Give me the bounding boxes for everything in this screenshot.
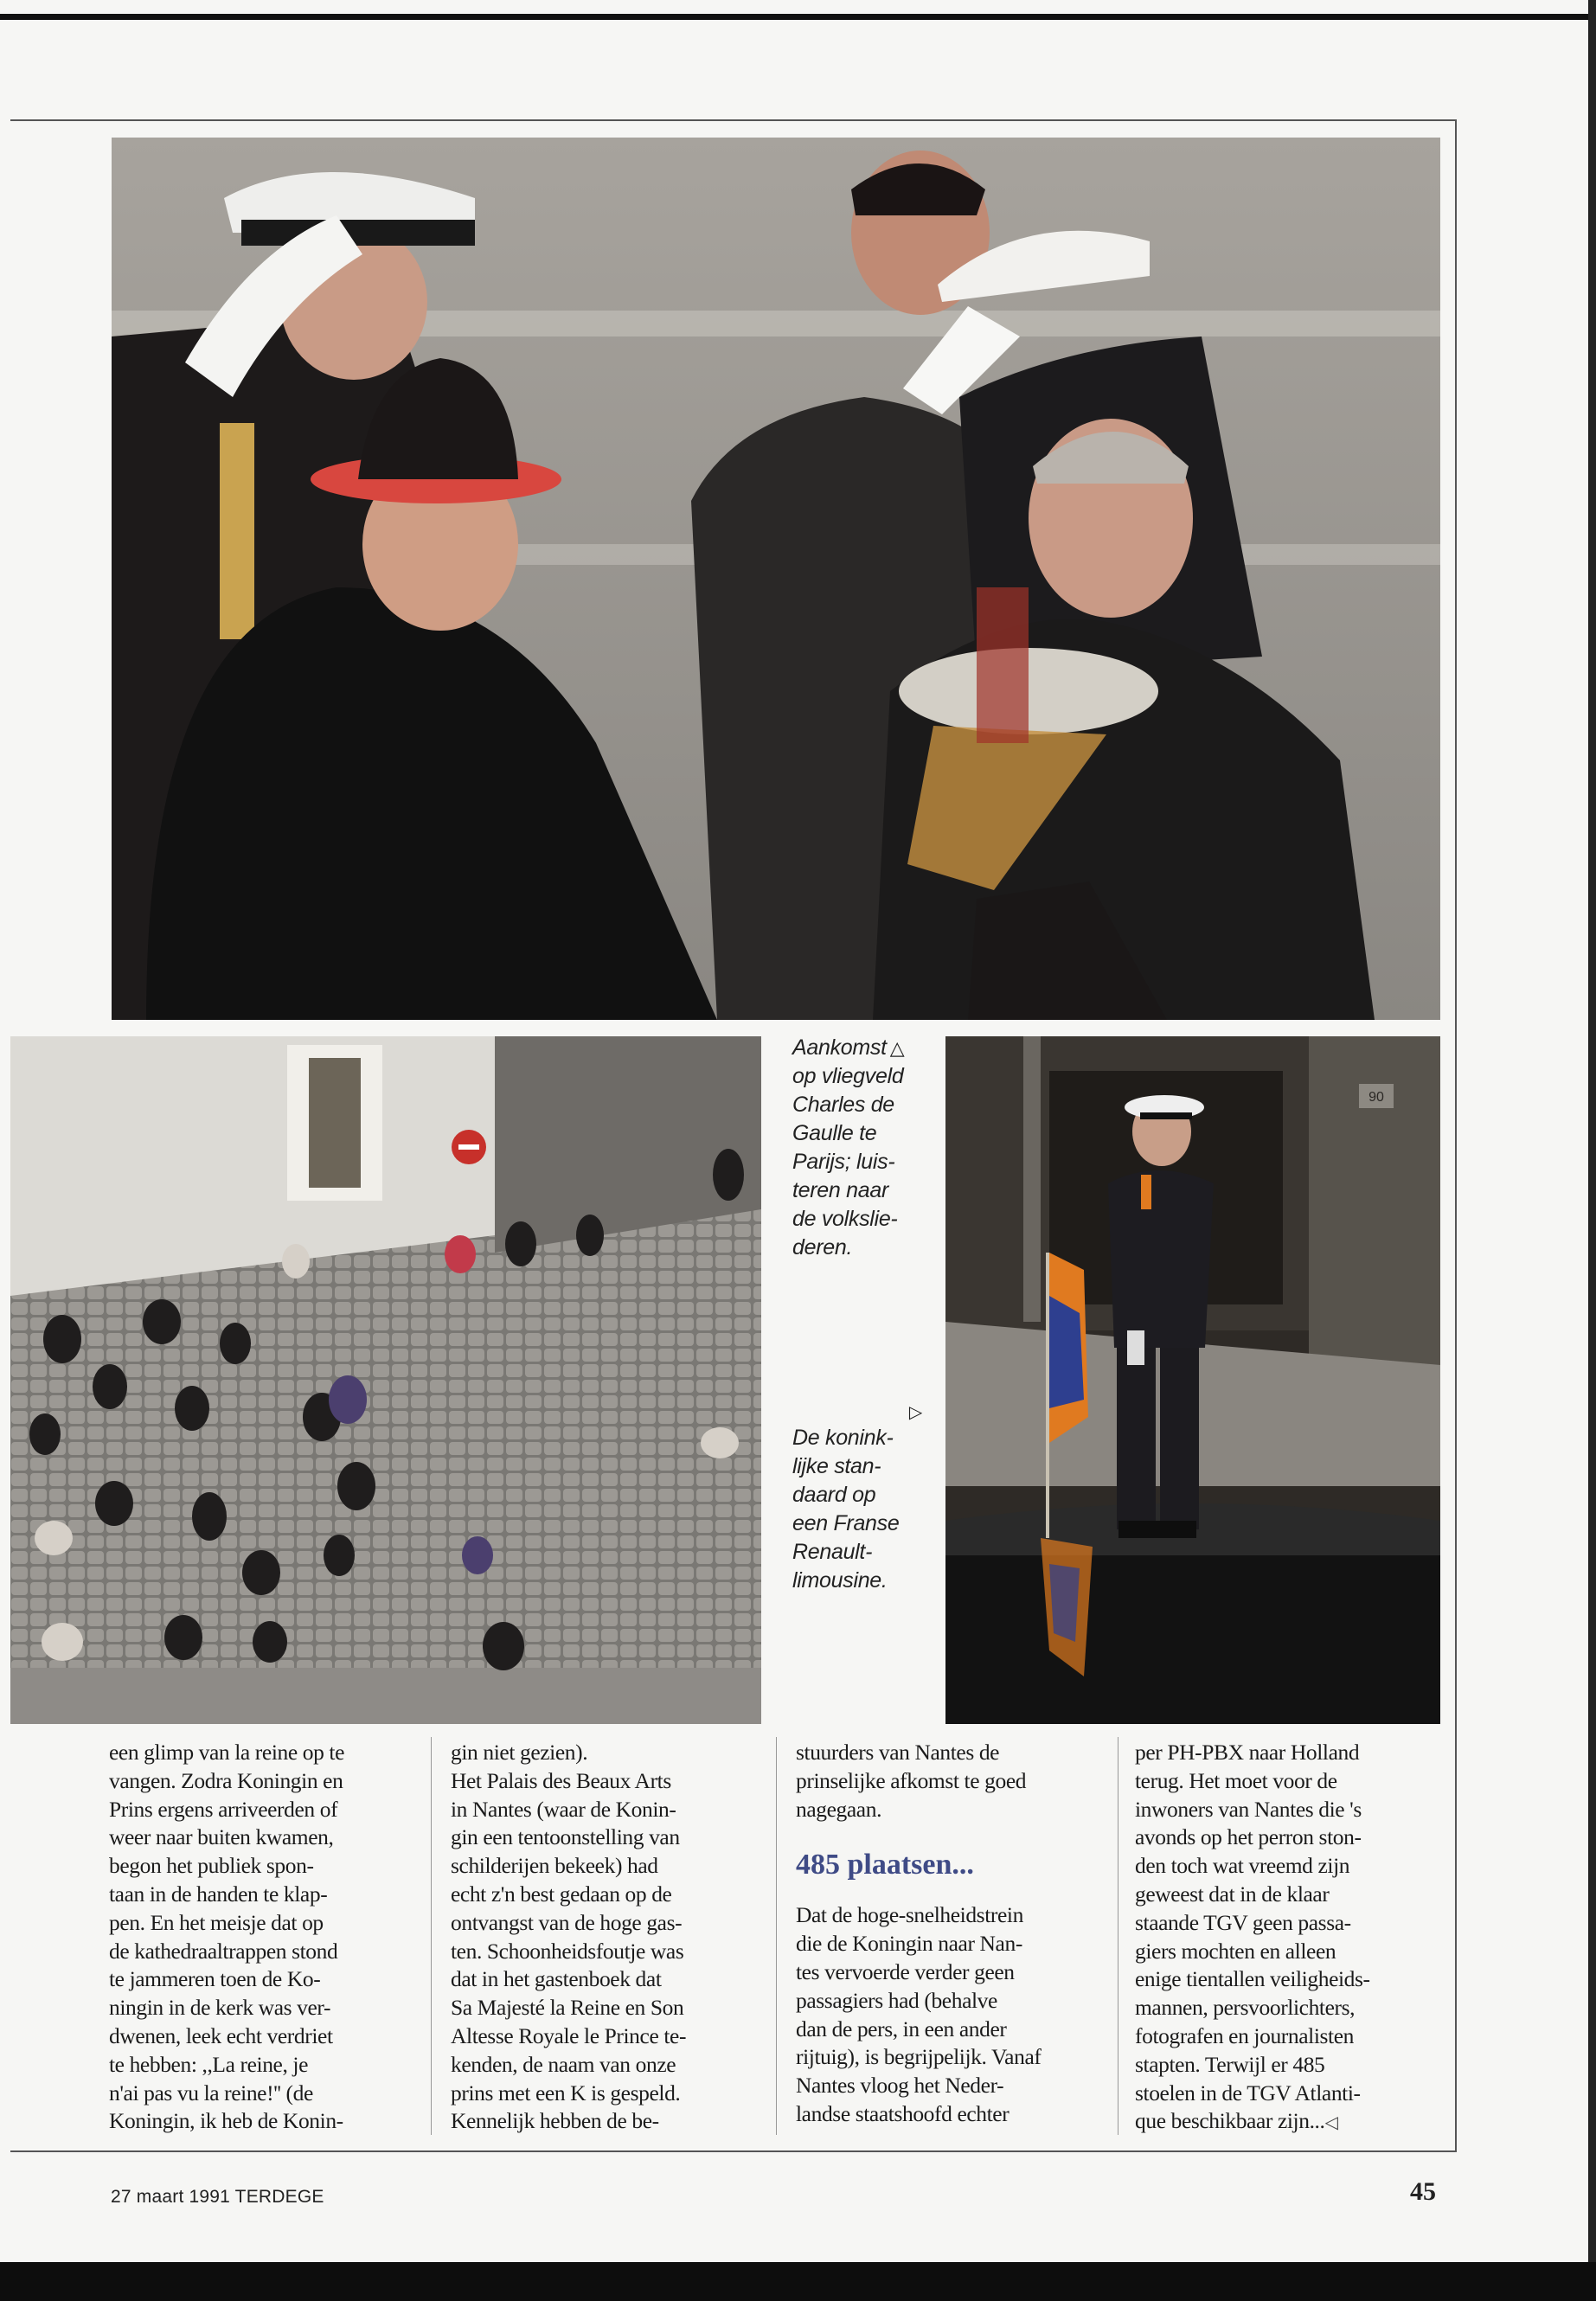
text-line: dan de pers, in een ander — [796, 2016, 1007, 2041]
text-line: begon het publiek spon- — [109, 1853, 314, 1879]
caption-line: daard op — [792, 1483, 876, 1507]
caption-line: op vliegveld — [792, 1064, 904, 1088]
house-number-label: 90 — [1368, 1090, 1384, 1105]
text-line: kenden, de naam van onze — [451, 2051, 676, 2077]
arrival-caption — [792, 1034, 939, 1262]
column-rule — [431, 1737, 432, 2135]
triangle-right-icon: ▷ — [908, 1403, 922, 1422]
caption-line: De konink- — [792, 1426, 894, 1450]
text-line: avonds op het perron ston- — [1135, 1824, 1362, 1850]
article-column-4 — [1135, 1739, 1442, 2137]
bottom-border — [0, 2262, 1596, 2301]
text-line: gin een tentoonstelling van — [451, 1824, 680, 1850]
text-line: staande TGV geen passa- — [1135, 1909, 1351, 1935]
frame-line-top — [10, 119, 1457, 121]
end-of-article-icon: ◁ — [1324, 2112, 1338, 2133]
text-line: dwenen, leek echt verdriet — [109, 2022, 333, 2048]
column-rule — [776, 1737, 777, 2135]
cobblestone-square-crowd-photo — [10, 1036, 761, 1724]
issue-footer: 27 maart 1991 TERDEGE — [111, 2187, 324, 2207]
text-line: mannen, persvoorlichters, — [1135, 1995, 1356, 2021]
text-line: geweest dat in de klaar — [1135, 1881, 1330, 1907]
caption-line: Aankomst — [792, 1035, 887, 1060]
caption-line: Renault- — [792, 1540, 873, 1564]
text-line: tes vervoerde verder geen — [796, 1958, 1015, 1984]
caption-line: een Franse — [792, 1511, 900, 1535]
guard-and-royal-standard-photo — [945, 1036, 1440, 1724]
caption-line: Gaulle te — [792, 1121, 877, 1145]
text-line: de kathedraaltrappen stond — [109, 1938, 338, 1964]
frame-line-right — [1455, 119, 1457, 2152]
caption-line: de volkslie- — [792, 1207, 898, 1231]
text-line: prinselijke afkomst te goed — [796, 1767, 1027, 1793]
frame-line-bottom — [10, 2150, 1457, 2152]
text-line — [1135, 2107, 1442, 2137]
text-line: passagiers had (behalve — [796, 1987, 997, 2013]
text-line: stoelen in de TGV Atlanti- — [1135, 2080, 1361, 2106]
article-column-3 — [796, 1739, 1103, 2129]
text-line: te hebben: ,,La reine, je — [109, 2051, 309, 2077]
top-border — [0, 14, 1596, 20]
triangle-up-icon: △ — [889, 1037, 905, 1059]
text-line: dat in het gastenboek dat — [451, 1966, 662, 1992]
text-line: pen. En het meisje dat op — [109, 1909, 324, 1935]
right-border — [1588, 0, 1596, 2301]
caption-line: lijke stan- — [792, 1454, 881, 1478]
article-column-2 — [451, 1739, 758, 2136]
text-line: stuurders van Nantes de — [796, 1740, 1000, 1765]
caption-line: limousine. — [792, 1568, 888, 1593]
article-column-1 — [109, 1739, 416, 2136]
text-line: te jammeren toen de Ko- — [109, 1966, 321, 1992]
text-line: Kennelijk hebben de be- — [451, 2108, 659, 2134]
text-line: stapten. Terwijl er 485 — [1135, 2051, 1325, 2077]
text-line: fotografen en journalisten — [1135, 2022, 1355, 2048]
caption-line: Parijs; luis- — [792, 1150, 895, 1174]
text-line: ningin in de kerk was ver- — [109, 1995, 331, 2021]
ceremony-salute-photo — [112, 138, 1440, 1020]
text-line: in Nantes (waar de Konin- — [451, 1796, 676, 1822]
page-number: 45 — [1410, 2177, 1436, 2206]
text-line: schilderijen bekeek) had — [451, 1853, 658, 1879]
text-line: giers mochten en alleen — [1135, 1938, 1336, 1964]
section-subheading: 485 plaatsen... — [796, 1849, 974, 1881]
text-line: rijtuig), is begrijpelijk. Vanaf — [796, 2044, 1042, 2070]
text-line: Sa Majesté la Reine en Son — [451, 1995, 684, 2021]
text-line: per PH-PBX naar Holland — [1135, 1740, 1360, 1765]
text-line: Het Palais des Beaux Arts — [451, 1767, 671, 1793]
text-line: prins met een K is gespeld. — [451, 2080, 681, 2106]
text-line: n'ai pas vu la reine!'' (de — [109, 2080, 313, 2106]
text-line: terug. Het moet voor de — [1135, 1767, 1337, 1793]
text-line: gin niet gezien). — [451, 1740, 588, 1765]
text-line: die de Koningin naar Nan- — [796, 1931, 1022, 1957]
text-line: vangen. Zodra Koningin en — [109, 1767, 343, 1793]
text-line: enige tientallen veiligheids- — [1135, 1966, 1370, 1992]
text-line: weer naar buiten kwamen, — [109, 1824, 334, 1850]
text-line: Altesse Royale le Prince te- — [451, 2022, 687, 2048]
text-line-content: que beschikbaar zijn... — [1135, 2108, 1325, 2134]
text-line: den toch wat vreemd zijn — [1135, 1853, 1350, 1879]
text-line: inwoners van Nantes die 's — [1135, 1796, 1362, 1822]
text-line: Koningin, ik heb de Konin- — [109, 2108, 343, 2134]
caption-line: deren. — [792, 1235, 853, 1259]
royal-standard-caption — [792, 1401, 939, 1595]
text-line: een glimp van la reine op te — [109, 1740, 345, 1765]
text-line: nagegaan. — [796, 1796, 882, 1822]
text-line: taan in de handen te klap- — [109, 1881, 328, 1907]
text-line: Prins ergens arriveerden of — [109, 1796, 338, 1822]
caption-line: teren naar — [792, 1178, 888, 1202]
text-line: ontvangst van de hoge gas- — [451, 1909, 683, 1935]
text-line: Dat de hoge-snelheidstrein — [796, 1902, 1023, 1928]
text-line: Nantes vloog het Neder- — [796, 2073, 1004, 2099]
caption-line: Charles de — [792, 1093, 894, 1117]
text-line: ten. Schoonheidsfoutje was — [451, 1938, 684, 1964]
text-line: landse staatshoofd echter — [796, 2100, 1010, 2126]
text-line: echt z'n best gedaan op de — [451, 1881, 672, 1907]
